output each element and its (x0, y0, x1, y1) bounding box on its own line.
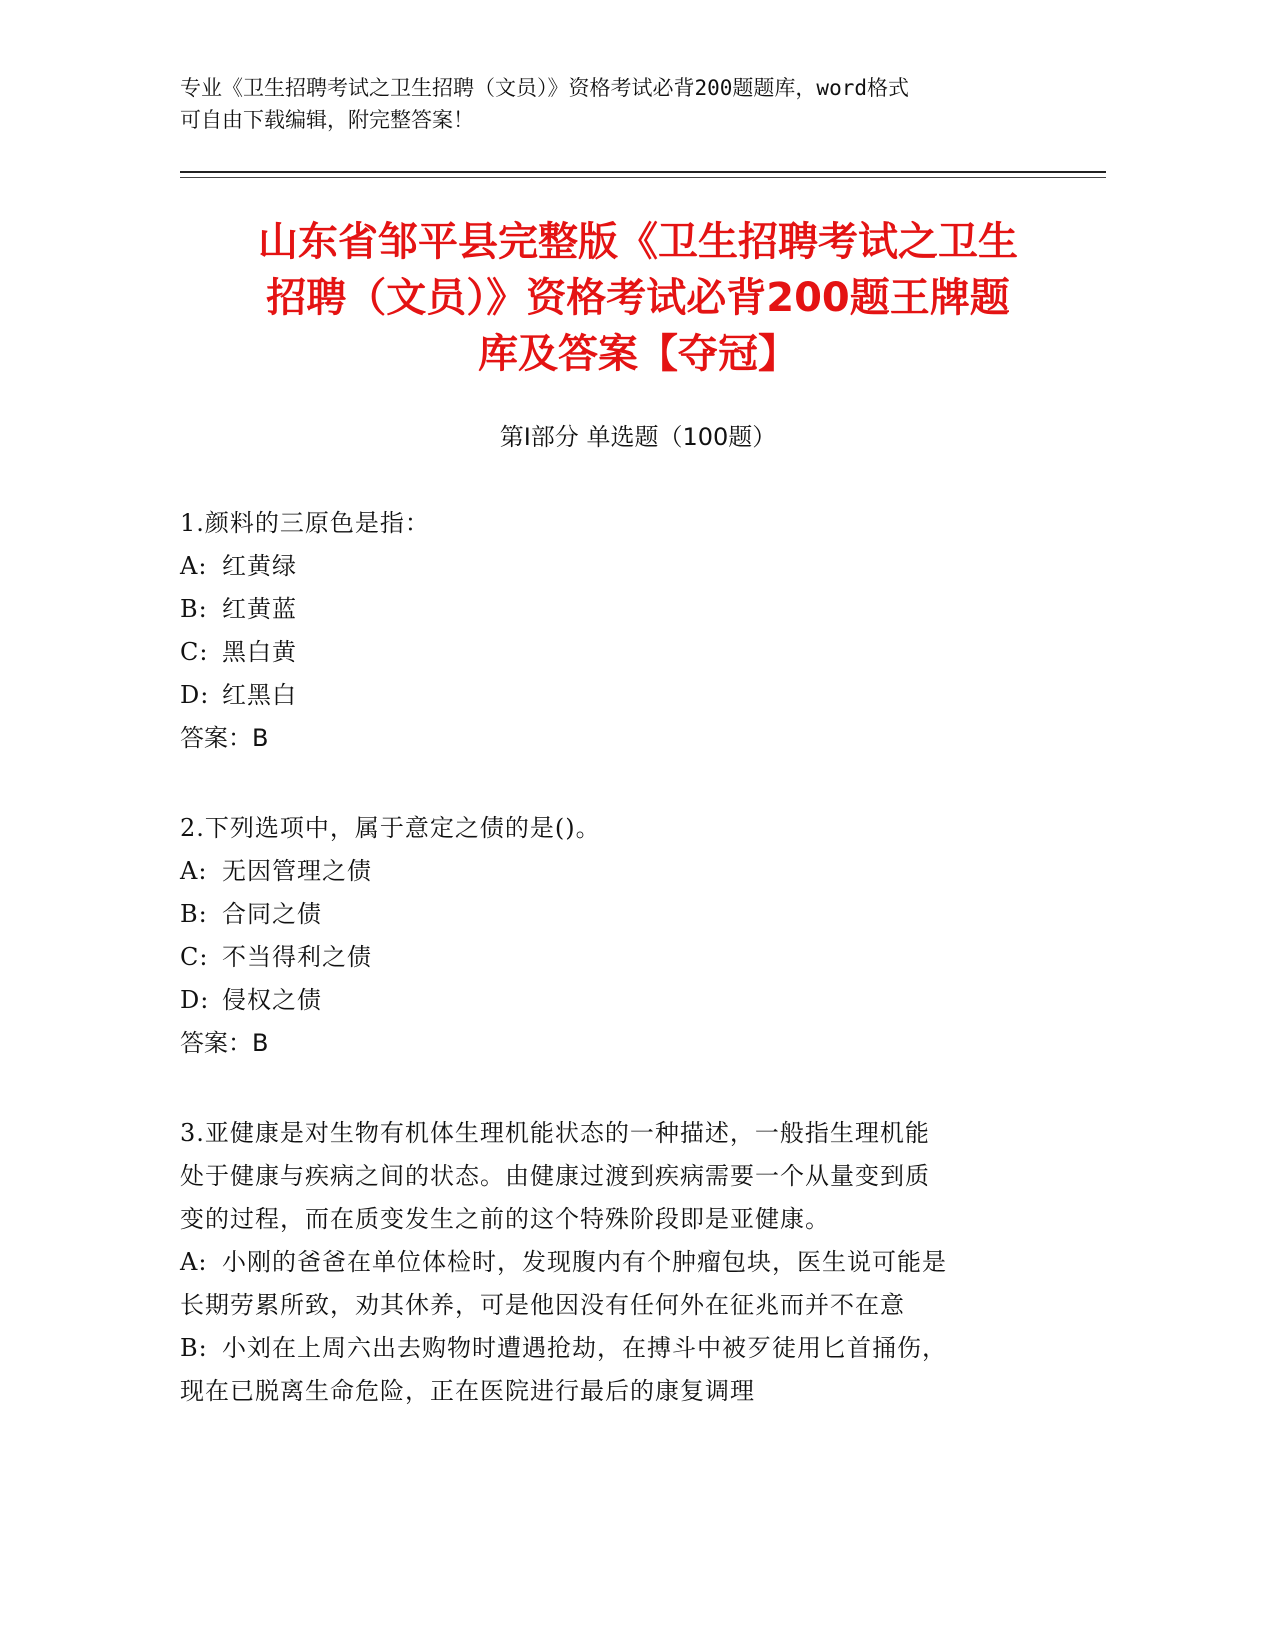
option-letter: A: (180, 857, 208, 885)
question-text-line: 变的过程，而在质变发生之前的这个特殊阶段即是亚健康。 (180, 1205, 830, 1233)
question-2 (180, 807, 1040, 1065)
option-b (180, 893, 1040, 936)
question-text: 2.下列选项中，属于意定之债的是()。 (180, 814, 601, 842)
option-c (180, 936, 1040, 979)
header-rule-thick (180, 171, 1106, 173)
option-text-line: 小刚的爸爸在单位体检时，发现腹内有个肿瘤包块，医生说可能是 (222, 1248, 947, 1276)
question-text: 1.颜料的三原色是指： (180, 509, 430, 537)
option-text: 红黄绿 (222, 552, 297, 580)
option-letter: A: (180, 1248, 208, 1276)
option-text-line: 现在已脱离生命危险，正在医院进行最后的康复调理 (180, 1377, 755, 1405)
option-a (180, 545, 1040, 588)
option-letter: D: (180, 986, 210, 1014)
option-text: 红黄蓝 (222, 595, 297, 623)
header-note-line: 专业《卫生招聘考试之卫生招聘（文员）》资格考试必背200题题库，word格式 (180, 76, 909, 100)
title-line: 招聘（文员）》资格考试必背200题王牌题 (266, 275, 1010, 321)
option-a (180, 850, 1040, 893)
question-1 (180, 502, 1040, 760)
header-note-line: 可自由下载编辑，附完整答案！ (180, 108, 474, 132)
option-text: 红黑白 (222, 681, 297, 709)
option-b (180, 588, 1040, 631)
option-text: 黑白黄 (222, 638, 297, 666)
header-note (180, 72, 1040, 136)
option-letter: B: (180, 1334, 208, 1362)
option-letter: C: (180, 943, 209, 971)
question-text-line: 3.亚健康是对生物有机体生理机能状态的一种描述，一般指生理机能 (180, 1119, 930, 1147)
question-text-line: 处于健康与疾病之间的状态。由健康过渡到疾病需要一个从量变到质 (180, 1162, 930, 1190)
title-line: 山东省邹平县完整版《卫生招聘考试之卫生 (258, 219, 1018, 265)
option-text-line: 长期劳累所致，劝其休养，可是他因没有任何外在征兆而并不在意 (180, 1291, 905, 1319)
option-a (180, 1241, 1040, 1327)
option-letter: D: (180, 681, 210, 709)
option-c (180, 631, 1040, 674)
option-d (180, 979, 1040, 1022)
answer-line: 答案：B (180, 1029, 269, 1057)
option-letter: C: (180, 638, 209, 666)
option-text-line: 小刘在上周六出去购物时遭遇抢劫，在搏斗中被歹徒用匕首捅伤， (222, 1334, 947, 1362)
question-3 (180, 1112, 1040, 1413)
option-b (180, 1327, 1040, 1413)
option-letter: B: (180, 900, 208, 928)
document-title (180, 214, 1096, 382)
option-text: 无因管理之债 (222, 857, 372, 885)
header-rule-thin (180, 177, 1106, 178)
option-letter: A: (180, 552, 208, 580)
option-letter: B: (180, 595, 208, 623)
answer-line: 答案：B (180, 724, 269, 752)
option-d (180, 674, 1040, 717)
option-text: 不当得利之债 (222, 943, 372, 971)
section-heading: 第Ⅰ部分 单选题（100题） (499, 423, 777, 451)
title-line: 库及答案【夺冠】 (478, 331, 798, 377)
option-text: 合同之债 (222, 900, 322, 928)
option-text: 侵权之债 (222, 986, 322, 1014)
